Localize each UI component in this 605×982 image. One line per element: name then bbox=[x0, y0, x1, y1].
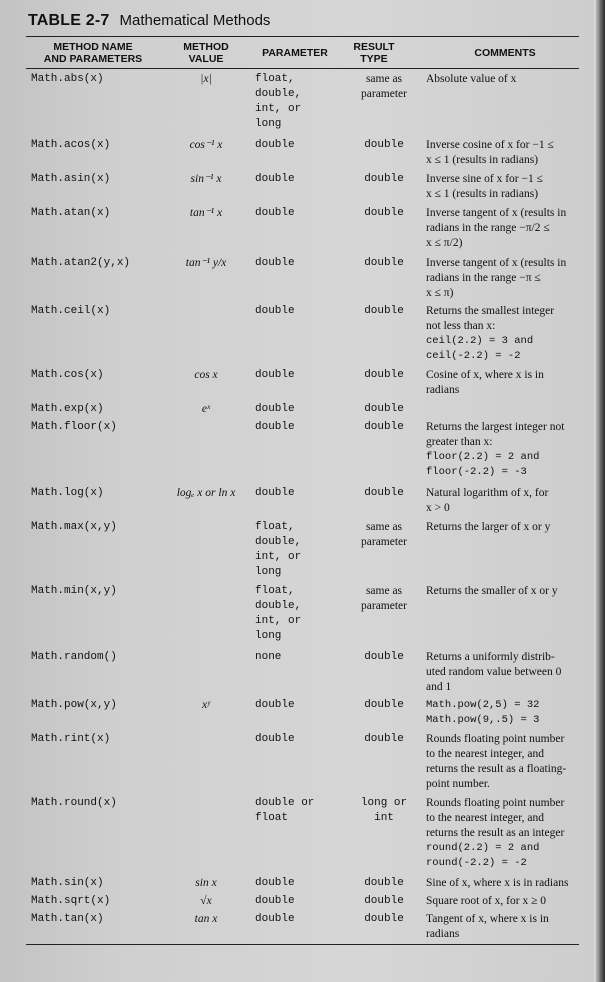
parameter-line: double bbox=[255, 733, 295, 745]
comment-line: returns the result as a floating- bbox=[426, 763, 567, 775]
result-line: double bbox=[364, 173, 404, 185]
result-type bbox=[344, 876, 424, 891]
parameter-line: double bbox=[255, 913, 295, 925]
method-name: Math.min(x,y) bbox=[31, 585, 117, 597]
comment bbox=[426, 486, 582, 516]
result-line: parameter bbox=[361, 600, 407, 612]
comment-line: Inverse cosine of x for −1 ≤ bbox=[426, 139, 554, 151]
parameter-line: long bbox=[255, 118, 282, 130]
comment-line: not less than x: bbox=[426, 320, 496, 332]
result-type bbox=[344, 520, 424, 550]
result-line: long or bbox=[360, 797, 408, 809]
header-comments bbox=[430, 38, 580, 68]
method-name: Math.floor(x) bbox=[31, 421, 117, 433]
result-line: double bbox=[364, 733, 404, 745]
method-value: cos⁻¹ x bbox=[189, 139, 223, 151]
comment-code-line: Math.pow(2,5) = 32 bbox=[426, 699, 540, 711]
parameter-type bbox=[255, 732, 343, 747]
parameter-type bbox=[255, 698, 343, 713]
method-name: Math.acos(x) bbox=[31, 139, 111, 151]
header-method-line1: METHOD NAME bbox=[53, 41, 133, 53]
parameter-line: double bbox=[255, 207, 295, 219]
method-value: √x bbox=[200, 895, 212, 907]
result-type bbox=[344, 420, 424, 435]
header-method bbox=[28, 38, 158, 68]
parameter-line: double bbox=[255, 699, 295, 711]
parameter-line: float bbox=[255, 812, 289, 824]
comment-line: Square root of x, for x ≥ 0 bbox=[426, 895, 547, 907]
result-type bbox=[344, 912, 424, 927]
comment-line: x ≤ π/2) bbox=[426, 237, 463, 249]
result-line: double bbox=[364, 257, 404, 269]
result-line: double bbox=[364, 699, 404, 711]
comment-line: Returns the smallest integer bbox=[426, 305, 555, 317]
parameter-line: double, bbox=[255, 536, 302, 548]
method-name: Math.round(x) bbox=[31, 797, 117, 809]
comment bbox=[426, 304, 582, 364]
comment bbox=[426, 698, 582, 728]
result-type bbox=[344, 304, 424, 319]
comment-line: Cosine of x, where x is in bbox=[426, 369, 544, 381]
method-name: Math.atan2(y,x) bbox=[31, 257, 131, 269]
page-edge-shadow bbox=[594, 0, 605, 982]
parameter-type bbox=[255, 894, 343, 909]
parameter-line: double bbox=[255, 305, 295, 317]
comment-line: radians in the range −π ≤ bbox=[426, 272, 541, 284]
method-name: Math.sqrt(x) bbox=[31, 895, 111, 907]
comment bbox=[426, 650, 582, 695]
parameter-type bbox=[255, 206, 343, 221]
comment bbox=[426, 420, 582, 480]
method-name: Math.asin(x) bbox=[31, 173, 111, 185]
comment-line: x > 0 bbox=[426, 502, 450, 514]
result-type bbox=[344, 698, 424, 713]
result-type bbox=[344, 72, 424, 102]
parameter-line: double bbox=[255, 895, 295, 907]
parameter-line: int, or bbox=[255, 103, 302, 115]
result-type bbox=[344, 206, 424, 221]
parameter-type bbox=[255, 420, 343, 435]
method-value: sin⁻¹ x bbox=[190, 173, 222, 185]
comment-line: Rounds floating point number bbox=[426, 797, 565, 809]
comment-line: Natural logarithm of x, for bbox=[426, 487, 549, 499]
comment-line: uted random value between 0 bbox=[426, 666, 562, 678]
bottom-rule bbox=[26, 944, 579, 945]
method-value: tan x bbox=[194, 913, 218, 925]
method-name: Math.cos(x) bbox=[31, 369, 104, 381]
comment-line: radians bbox=[426, 384, 460, 396]
parameter-line: double bbox=[255, 369, 295, 381]
comment-line: Sine of x, where x is in radians bbox=[426, 877, 569, 889]
method-name: Math.rint(x) bbox=[31, 733, 111, 745]
parameter-type bbox=[255, 368, 343, 383]
parameter-line: float, bbox=[255, 521, 295, 533]
method-name: Math.atan(x) bbox=[31, 207, 111, 219]
parameter-line: float, bbox=[255, 585, 295, 597]
parameter-type bbox=[255, 138, 343, 153]
parameter-line: double bbox=[255, 173, 295, 185]
header-comments-line1: COMMENTS bbox=[474, 47, 536, 59]
comment bbox=[426, 138, 582, 168]
parameter-type bbox=[255, 304, 343, 319]
comment-line: Inverse tangent of x (results in bbox=[426, 207, 567, 219]
parameter-type bbox=[255, 876, 343, 891]
comment-line: returns the result as an integer bbox=[426, 827, 565, 839]
result-line: double bbox=[364, 403, 404, 415]
parameter-line: long bbox=[255, 630, 282, 642]
method-name: Math.sin(x) bbox=[31, 877, 104, 889]
comment bbox=[426, 72, 582, 87]
parameter-type bbox=[255, 256, 343, 271]
comment bbox=[426, 256, 582, 301]
comment-code-line: ceil(-2.2) = -2 bbox=[426, 350, 521, 362]
comment bbox=[426, 912, 582, 942]
comment-line: Inverse sine of x for −1 ≤ bbox=[426, 173, 543, 185]
parameter-type bbox=[255, 172, 343, 187]
method-name: Math.ceil(x) bbox=[31, 305, 111, 317]
result-type bbox=[344, 732, 424, 747]
parameter-type bbox=[255, 486, 343, 501]
comment-line: Rounds floating point number bbox=[426, 733, 565, 745]
result-line: same as bbox=[365, 521, 403, 533]
comment-line: Returns the larger of x or y bbox=[426, 521, 551, 533]
parameter-line: float, bbox=[255, 73, 295, 85]
parameter-type bbox=[255, 520, 343, 580]
parameter-line: double, bbox=[255, 88, 302, 100]
result-line: double bbox=[364, 369, 404, 381]
method-name: Math.random() bbox=[31, 651, 117, 663]
result-line: same as bbox=[365, 585, 403, 597]
parameter-line: int, or bbox=[255, 551, 302, 563]
comment bbox=[426, 368, 582, 398]
comment bbox=[426, 584, 582, 599]
result-line: double bbox=[364, 651, 404, 663]
comment-code-line: round(-2.2) = -2 bbox=[426, 857, 527, 869]
header-result bbox=[334, 38, 414, 68]
method-value: tan⁻¹ y/x bbox=[185, 257, 227, 269]
parameter-type bbox=[255, 584, 343, 644]
header-value bbox=[166, 38, 246, 68]
top-rule bbox=[26, 36, 579, 37]
header-result-line2: TYPE bbox=[360, 53, 388, 65]
comment-line: radians in the range −π/2 ≤ bbox=[426, 222, 550, 234]
comment-line: Absolute value of x bbox=[426, 73, 517, 85]
method-value: tan⁻¹ x bbox=[189, 207, 223, 219]
comment-line: point number. bbox=[426, 778, 490, 790]
method-name: Math.tan(x) bbox=[31, 913, 104, 925]
result-type bbox=[344, 402, 424, 417]
parameter-type bbox=[255, 912, 343, 927]
result-line: double bbox=[364, 913, 404, 925]
parameter-type bbox=[255, 402, 343, 417]
header-value-line1: METHOD bbox=[183, 41, 229, 53]
result-type bbox=[344, 138, 424, 153]
header-result-line1: RESULT bbox=[353, 41, 395, 53]
comment-code-line: round(2.2) = 2 and bbox=[426, 842, 540, 854]
result-type bbox=[344, 256, 424, 271]
header-method-line2: AND PARAMETERS bbox=[43, 53, 143, 65]
parameter-line: double bbox=[255, 877, 295, 889]
comment-line: x ≤ π) bbox=[426, 287, 454, 299]
comment-line: radians bbox=[426, 928, 460, 940]
method-value: logₑ x or ln x bbox=[176, 487, 236, 499]
method-name: Math.max(x,y) bbox=[31, 521, 117, 533]
parameter-line: double or bbox=[255, 797, 315, 809]
comment-line: Returns a uniformly distrib- bbox=[426, 651, 555, 663]
comment-line: Inverse tangent of x (results in bbox=[426, 257, 567, 269]
result-line: same as bbox=[365, 73, 403, 85]
method-value: |x| bbox=[200, 73, 212, 85]
result-line: parameter bbox=[361, 88, 407, 100]
comment bbox=[426, 876, 582, 891]
header-param bbox=[250, 38, 340, 68]
parameter-line: none bbox=[255, 651, 282, 663]
comment bbox=[426, 172, 582, 202]
parameter-line: int, or bbox=[255, 615, 302, 627]
comment-line: to the nearest integer, and bbox=[426, 812, 545, 824]
method-value: eˣ bbox=[201, 403, 211, 415]
parameter-type bbox=[255, 72, 343, 132]
result-line: double bbox=[364, 877, 404, 889]
table-number: TABLE 2-7 bbox=[28, 12, 110, 29]
result-type bbox=[344, 584, 424, 614]
result-line: int bbox=[374, 812, 394, 824]
result-line: double bbox=[364, 139, 404, 151]
comment-line: x ≤ 1 (results in radians) bbox=[426, 188, 539, 200]
parameter-type bbox=[255, 796, 343, 826]
comment-code-line: ceil(2.2) = 3 and bbox=[426, 335, 534, 347]
comment-line: Returns the largest integer not bbox=[426, 421, 565, 433]
result-type bbox=[344, 894, 424, 909]
result-line: double bbox=[364, 421, 404, 433]
comment-line: greater than x: bbox=[426, 436, 493, 448]
method-name: Math.exp(x) bbox=[31, 403, 104, 415]
comment bbox=[426, 796, 582, 871]
parameter-line: long bbox=[255, 566, 282, 578]
comment-line: Returns the smaller of x or y bbox=[426, 585, 558, 597]
parameter-type bbox=[255, 650, 343, 665]
method-value: cos x bbox=[194, 369, 218, 381]
parameter-line: double bbox=[255, 139, 295, 151]
comment-code-line: Math.pow(9,.5) = 3 bbox=[426, 714, 540, 726]
comment-code-line: floor(-2.2) = -3 bbox=[426, 466, 527, 478]
comment-line: to the nearest integer, and bbox=[426, 748, 545, 760]
parameter-line: double bbox=[255, 487, 295, 499]
result-line: double bbox=[364, 305, 404, 317]
comment bbox=[426, 520, 582, 535]
comment-line: Tangent of x, where x is in bbox=[426, 913, 549, 925]
comment bbox=[426, 894, 582, 909]
parameter-line: double bbox=[255, 403, 295, 415]
header-rule bbox=[26, 68, 579, 69]
method-name: Math.abs(x) bbox=[31, 73, 104, 85]
method-name: Math.pow(x,y) bbox=[31, 699, 117, 711]
method-value: xʸ bbox=[201, 699, 211, 711]
method-value: sin x bbox=[195, 877, 217, 889]
comment-code-line: floor(2.2) = 2 and bbox=[426, 451, 540, 463]
table-title: Mathematical Methods bbox=[119, 12, 271, 29]
result-type bbox=[344, 486, 424, 501]
comment-line: and 1 bbox=[426, 681, 452, 693]
header-param-line1: PARAMETER bbox=[262, 47, 328, 59]
comment bbox=[426, 206, 582, 251]
result-type bbox=[344, 172, 424, 187]
parameter-line: double, bbox=[255, 600, 302, 612]
result-line: double bbox=[364, 207, 404, 219]
table-caption bbox=[28, 12, 270, 34]
result-type bbox=[344, 650, 424, 665]
result-line: double bbox=[364, 895, 404, 907]
parameter-line: double bbox=[255, 257, 295, 269]
comment-line: x ≤ 1 (results in radians) bbox=[426, 154, 539, 166]
comment bbox=[426, 732, 582, 792]
result-line: double bbox=[364, 487, 404, 499]
result-line: parameter bbox=[361, 536, 407, 548]
result-type bbox=[344, 368, 424, 383]
header-value-line2: VALUE bbox=[188, 53, 224, 65]
parameter-line: double bbox=[255, 421, 295, 433]
method-name: Math.log(x) bbox=[31, 487, 104, 499]
result-type bbox=[344, 796, 424, 826]
